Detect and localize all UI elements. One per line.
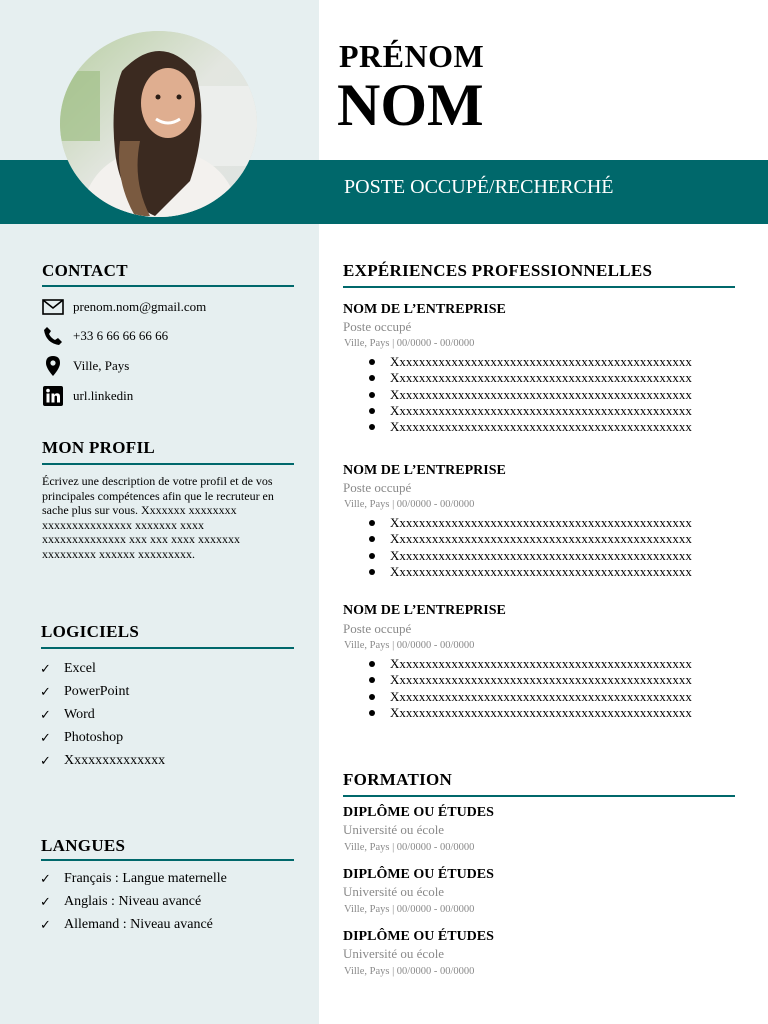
profile-description: Écrivez une description de votre profil et de vos principales compétences afin que le recruteur en sache plus sur vous. Xxxxxxx xxxxxxxx xxxxxxxxxxxxxxx xxxxxxx xxxx xxxxxxxxxxxxxx xxx xxx xxxx xxxxxxx xxxxxxxxx xxxxxx xxxxxxxxx. (42, 474, 274, 561)
meta-text: Ville, Pays | 00/0000 - 00/0000 (344, 904, 475, 915)
company-name: NOM DE L’ENTREPRISE (343, 603, 506, 618)
list-item: Xxxxxxxxxxxxxxxxxxxxxxxxxxxxxxxxxxxxxxxxxxxxxx (368, 564, 692, 580)
list-item: ✓ Photoshop (40, 726, 165, 749)
job-title: POSTE OCCUPÉ/RECHERCHÉ (344, 176, 614, 198)
meta-text: Ville, Pays | 00/0000 - 00/0000 (344, 640, 475, 651)
list-item: ✓ Word (40, 703, 165, 726)
list-item: Xxxxxxxxxxxxxxxxxxxxxxxxxxxxxxxxxxxxxxxxxxxxxx (368, 515, 692, 531)
list-item: ✓ Xxxxxxxxxxxxxx (40, 749, 165, 772)
profile-title: MON PROFIL (42, 438, 156, 457)
bullet-list (368, 656, 692, 721)
list-item: Xxxxxxxxxxxxxxxxxxxxxxxxxxxxxxxxxxxxxxxxxxxxxx (368, 387, 692, 403)
list-item: Xxxxxxxxxxxxxxxxxxxxxxxxxxxxxxxxxxxxxxxxxxxxxx (368, 403, 692, 419)
location-text: Ville, Pays (73, 358, 130, 373)
meta-text: Ville, Pays | 00/0000 - 00/0000 (344, 338, 475, 349)
phone-text: +33 6 66 66 66 66 (73, 328, 169, 343)
list-item: Xxxxxxxxxxxxxxxxxxxxxxxxxxxxxxxxxxxxxxxxxxxxxx (368, 354, 692, 370)
phone-icon (42, 325, 64, 347)
list-item: Xxxxxxxxxxxxxxxxxxxxxxxxxxxxxxxxxxxxxxxxxxxxxx (368, 548, 692, 564)
check-icon: ✓ (40, 894, 51, 909)
contact-rule (42, 285, 294, 287)
degree-name: DIPLÔME OU ÉTUDES (343, 805, 494, 820)
experience-rule (343, 286, 735, 288)
contact-email (42, 296, 207, 318)
list-item: ✓ Allemand : Niveau avancé (40, 913, 227, 936)
meta-text: Ville, Pays | 00/0000 - 00/0000 (344, 499, 475, 510)
degree-name: DIPLÔME OU ÉTUDES (343, 929, 494, 944)
first-name: PRÉNOM (339, 38, 485, 74)
contact-linkedin (42, 385, 134, 407)
company-name: NOM DE L’ENTREPRISE (343, 302, 506, 317)
contact-title: CONTACT (42, 261, 128, 280)
check-icon: ✓ (40, 707, 51, 722)
bullet-list (368, 515, 692, 580)
list-item: Xxxxxxxxxxxxxxxxxxxxxxxxxxxxxxxxxxxxxxxxxxxxxx (368, 705, 692, 721)
school-text: Université ou école (343, 946, 445, 961)
location-pin-icon (42, 355, 64, 377)
profile-photo (60, 31, 257, 217)
list-item: ✓ Français : Langue maternelle (40, 867, 227, 890)
software-rule (41, 647, 294, 649)
list-item: ✓ Anglais : Niveau avancé (40, 890, 227, 913)
meta-text: Ville, Pays | 00/0000 - 00/0000 (344, 966, 475, 977)
list-item: Xxxxxxxxxxxxxxxxxxxxxxxxxxxxxxxxxxxxxxxxxxxxxx (368, 531, 692, 547)
list-item: Xxxxxxxxxxxxxxxxxxxxxxxxxxxxxxxxxxxxxxxxxxxxxx (368, 656, 692, 672)
languages-rule (41, 859, 294, 861)
list-item: Xxxxxxxxxxxxxxxxxxxxxxxxxxxxxxxxxxxxxxxxxxxxxx (368, 419, 692, 435)
list-item: Xxxxxxxxxxxxxxxxxxxxxxxxxxxxxxxxxxxxxxxxxxxxxx (368, 672, 692, 688)
school-text: Université ou école (343, 822, 445, 837)
linkedin-text: url.linkedin (73, 388, 134, 403)
check-icon: ✓ (40, 917, 51, 932)
school-text: Université ou école (343, 884, 445, 899)
contact-phone (42, 325, 169, 347)
list-item: Xxxxxxxxxxxxxxxxxxxxxxxxxxxxxxxxxxxxxxxxxxxxxx (368, 689, 692, 705)
company-name: NOM DE L’ENTREPRISE (343, 463, 506, 478)
check-icon: ✓ (40, 753, 51, 768)
last-name: NOM (337, 72, 484, 138)
languages-title: LANGUES (41, 836, 126, 855)
profile-rule (42, 463, 294, 465)
list-item: ✓ Excel (40, 657, 165, 680)
role-text: Poste occupé (343, 480, 412, 495)
bullet-list (368, 354, 692, 435)
linkedin-icon (42, 385, 64, 407)
role-text: Poste occupé (343, 319, 412, 334)
list-item: ✓ PowerPoint (40, 680, 165, 703)
mail-icon (42, 296, 64, 318)
check-icon: ✓ (40, 871, 51, 886)
languages-list (40, 867, 227, 936)
check-icon: ✓ (40, 730, 51, 745)
software-list (40, 657, 165, 772)
check-icon: ✓ (40, 684, 51, 699)
email-text: prenom.nom@gmail.com (73, 299, 207, 314)
contact-location (42, 355, 130, 377)
degree-name: DIPLÔME OU ÉTUDES (343, 867, 494, 882)
list-item: Xxxxxxxxxxxxxxxxxxxxxxxxxxxxxxxxxxxxxxxxxxxxxx (368, 370, 692, 386)
education-title: FORMATION (343, 770, 453, 789)
education-rule (343, 795, 735, 797)
meta-text: Ville, Pays | 00/0000 - 00/0000 (344, 842, 475, 853)
software-title: LOGICIELS (41, 622, 140, 641)
experience-title: EXPÉRIENCES PROFESSIONNELLES (343, 261, 653, 280)
role-text: Poste occupé (343, 621, 412, 636)
check-icon: ✓ (40, 661, 51, 676)
